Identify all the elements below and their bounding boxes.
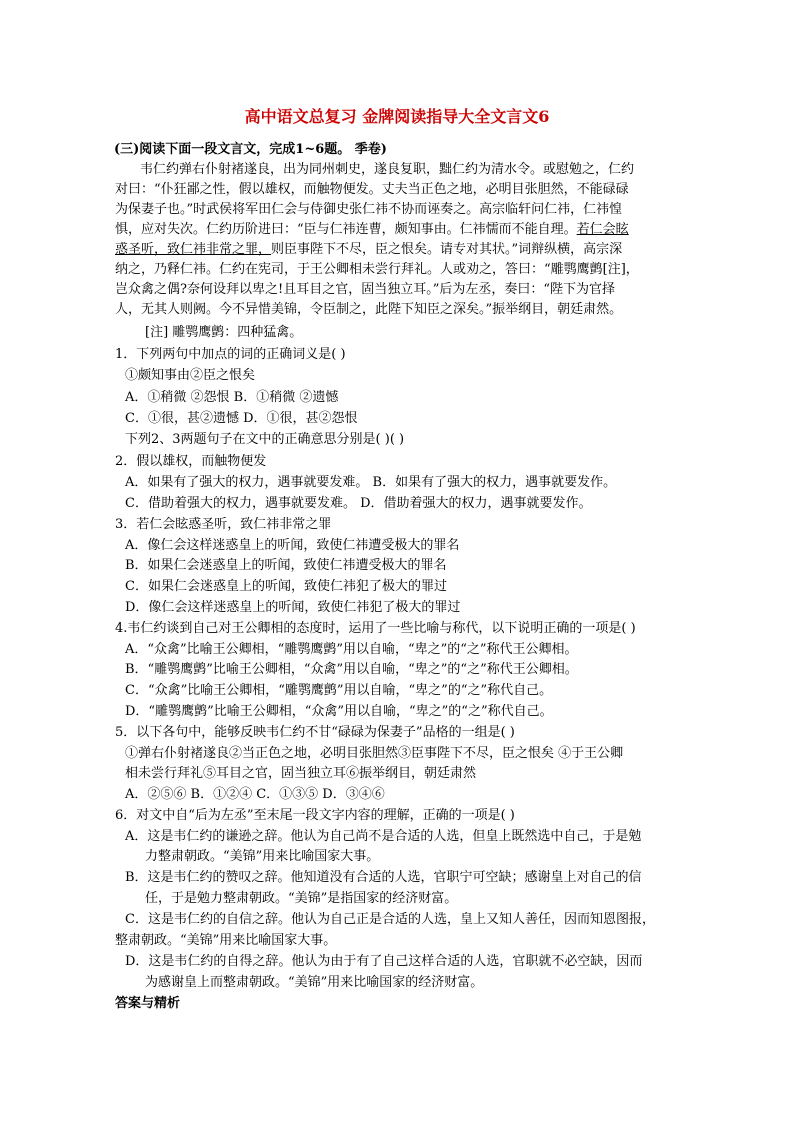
underlined-sentence: 惑圣听，致仁祎非常之罪， (115, 242, 272, 257)
question-6-option-a-cont: 力整肃朝政。“美锦”用来比喻国家大事。 (145, 849, 380, 864)
question-5-options: A．②⑤⑥ B．①②④ C．①③⑤ D．③④⑥ (125, 787, 385, 802)
question-5-items-line: 相未尝行拜礼⑤耳目之官，固当独立耳⑥振举纲目，朝廷肃然 (125, 766, 477, 781)
passage-line: 岂众禽之偶?奈何设拜以卑之!且耳目之官，固当独立耳。”后为左丞，奏曰：“陛下为官择 (115, 282, 615, 297)
passage-line: 纳之，乃释仁祎。仁约在宪司，于王公卿相未尝行拜礼。人或劝之，答曰：“雕鹗鹰鹯[注]， (115, 262, 639, 277)
underlined-sentence: 若仁会眩 (576, 222, 629, 237)
passage-text: 则臣事陛下不尽，臣之恨矣。请专对其状。”词辩纵横，高宗深 (271, 242, 623, 257)
question-4-option-d: D．“雕鹗鹰鹯”比喻王公卿相，“众禽”用以自喻，“卑之”的“之”称代自己。 (125, 704, 553, 719)
question-1-options-ab: A．①稍微 ②怨恨 B．①稍微 ②遗憾 (125, 390, 339, 405)
passage-line (115, 221, 629, 239)
question-1-options-cd: C．①很，甚②遗憾 D．①很，甚②怨恨 (125, 411, 358, 426)
passage-note: [注] 雕鹗鹰鹯：四种猛禽。 (145, 325, 303, 340)
question-4: 4.韦仁约谈到自己对王公卿相的态度时，运用了一些比喻与称代，以下说明正确的一项是( ) (115, 621, 636, 636)
question-6: 6．对文中自“后为左丞”至末尾一段文字内容的理解，正确的一项是( ) (115, 808, 515, 823)
question-5-items-line: ①弹右仆射褚遂良②当正色之地，必明目张胆然③臣事陛下不尽，臣之恨矣 ④于王公卿 (125, 746, 624, 761)
question-6-option-a: A．这是韦仁约的谦逊之辞。他认为自己尚不是合适的人选，但皇上既然选中自己，于是勉 (125, 829, 642, 844)
passage-line: 人，无其人则阙。今不异惜美锦，令臣制之，此陛下知臣之深矣。”振举纲目，朝廷肃然。 (115, 302, 623, 317)
answers-heading: 答案与精析 (115, 996, 181, 1011)
question-3-option-c: C．如果仁会迷惑皇上的听闻，致使仁祎犯了极大的罪过 (125, 579, 447, 594)
passage-text: 惧，应对失次。仁约历阶进曰：“臣与仁祎连曹，颇知事由。仁祎懦而不能自理。 (115, 222, 577, 237)
question-3-option-b: B．如果仁会迷惑皇上的听闻，致使仁祎遭受极大的罪名 (125, 558, 447, 573)
question-5: 5．以下各句中，能够反映韦仁约不甘“碌碌为保妻子”品格的一组是( ) (115, 725, 515, 740)
question-3-option-d: D．像仁会这样迷惑皇上的听闻，致使仁祎犯了极大的罪过 (125, 600, 461, 615)
passage-line: 为保妻子也。”时武侯将军田仁会与侍御史张仁祎不协而诬奏之。高宗临轩问仁祎，仁祎惶 (115, 202, 623, 217)
question-2-options-cd: C．借助着强大的权力，遇事就要发难。 D．借助着强大的权力，遇事就要发作。 (125, 496, 592, 511)
question-2-options-ab: A．如果有了强大的权力，遇事就要发难。 B．如果有了强大的权力，遇事就要发作。 (125, 475, 617, 490)
question-6-option-b: B．这是韦仁约的赞叹之辞。他知道没有合适的人选，官职宁可空缺；感谢皇上对自己的信 (125, 870, 642, 885)
question-3: 3．若仁会眩惑圣听，致仁祎非常之罪 (115, 517, 332, 532)
question-3-option-a: A．像仁会这样迷惑皇上的听闻，致使仁祎遭受极大的罪名 (125, 538, 460, 553)
question-4-option-c: C．“众禽”比喻王公卿相，“雕鹗鹰鹯”用以自喻，“卑之”的“之”称代自己。 (125, 683, 553, 698)
questions-2-3-intro: 下列2、3两题句子在文中的正确意思分别是( )( ) (125, 432, 405, 447)
section-heading: (三)阅读下面一段文言文，完成1~6题。 季卷) (114, 142, 387, 157)
question-6-option-d: D．这是韦仁约的自得之辞。他认为由于有了自己这样合适的人选，官职就不必空缺，因而 (125, 954, 643, 969)
passage-line: 对曰：“仆狂鄙之性，假以雄权，而触物便发。丈夫当正色之地，必明目张胆然，不能碌碌 (115, 182, 629, 197)
question-6-option-d-cont: 为感谢皇上而整肃朝政。“美锦”用来比喻国家的经济财富。 (145, 975, 484, 990)
passage-line (115, 241, 622, 259)
question-6-option-c-cont: 整肃朝政。“美锦”用来比喻国家大事。 (115, 933, 337, 948)
question-1: 1．下列两句中加点的词的正确词义是( ) (115, 347, 346, 362)
question-2: 2．假以雄权，而触物便发 (115, 454, 267, 469)
question-1-items: ①颇知事由②臣之恨矣 (125, 368, 256, 383)
question-6-option-c: C．这是韦仁约的自信之辞。他认为自己正是合适的人选，皇上又知人善任，因而知恩图报， (125, 912, 655, 927)
question-6-option-b-cont: 任，于是勉力整肃朝政。“美锦”是指国家的经济财富。 (145, 891, 458, 906)
page-title: 高中语文总复习 金牌阅读指导大全文言文6 (244, 107, 550, 126)
question-4-option-a: A．“众禽”比喻王公卿相，“雕鹗鹰鹯”用以自喻，“卑之”的“之”称代王公卿相。 (125, 642, 578, 657)
question-4-option-b: B．“雕鹗鹰鹯”比喻王公卿相，“众禽”用以自喻，“卑之”的“之”称代王公卿相。 (125, 662, 578, 677)
passage-line: 韦仁约弹右仆射褚遂良，出为同州刺史，遂良复职，黜仁约为清水令。或慰勉之，仁约 (140, 162, 635, 177)
